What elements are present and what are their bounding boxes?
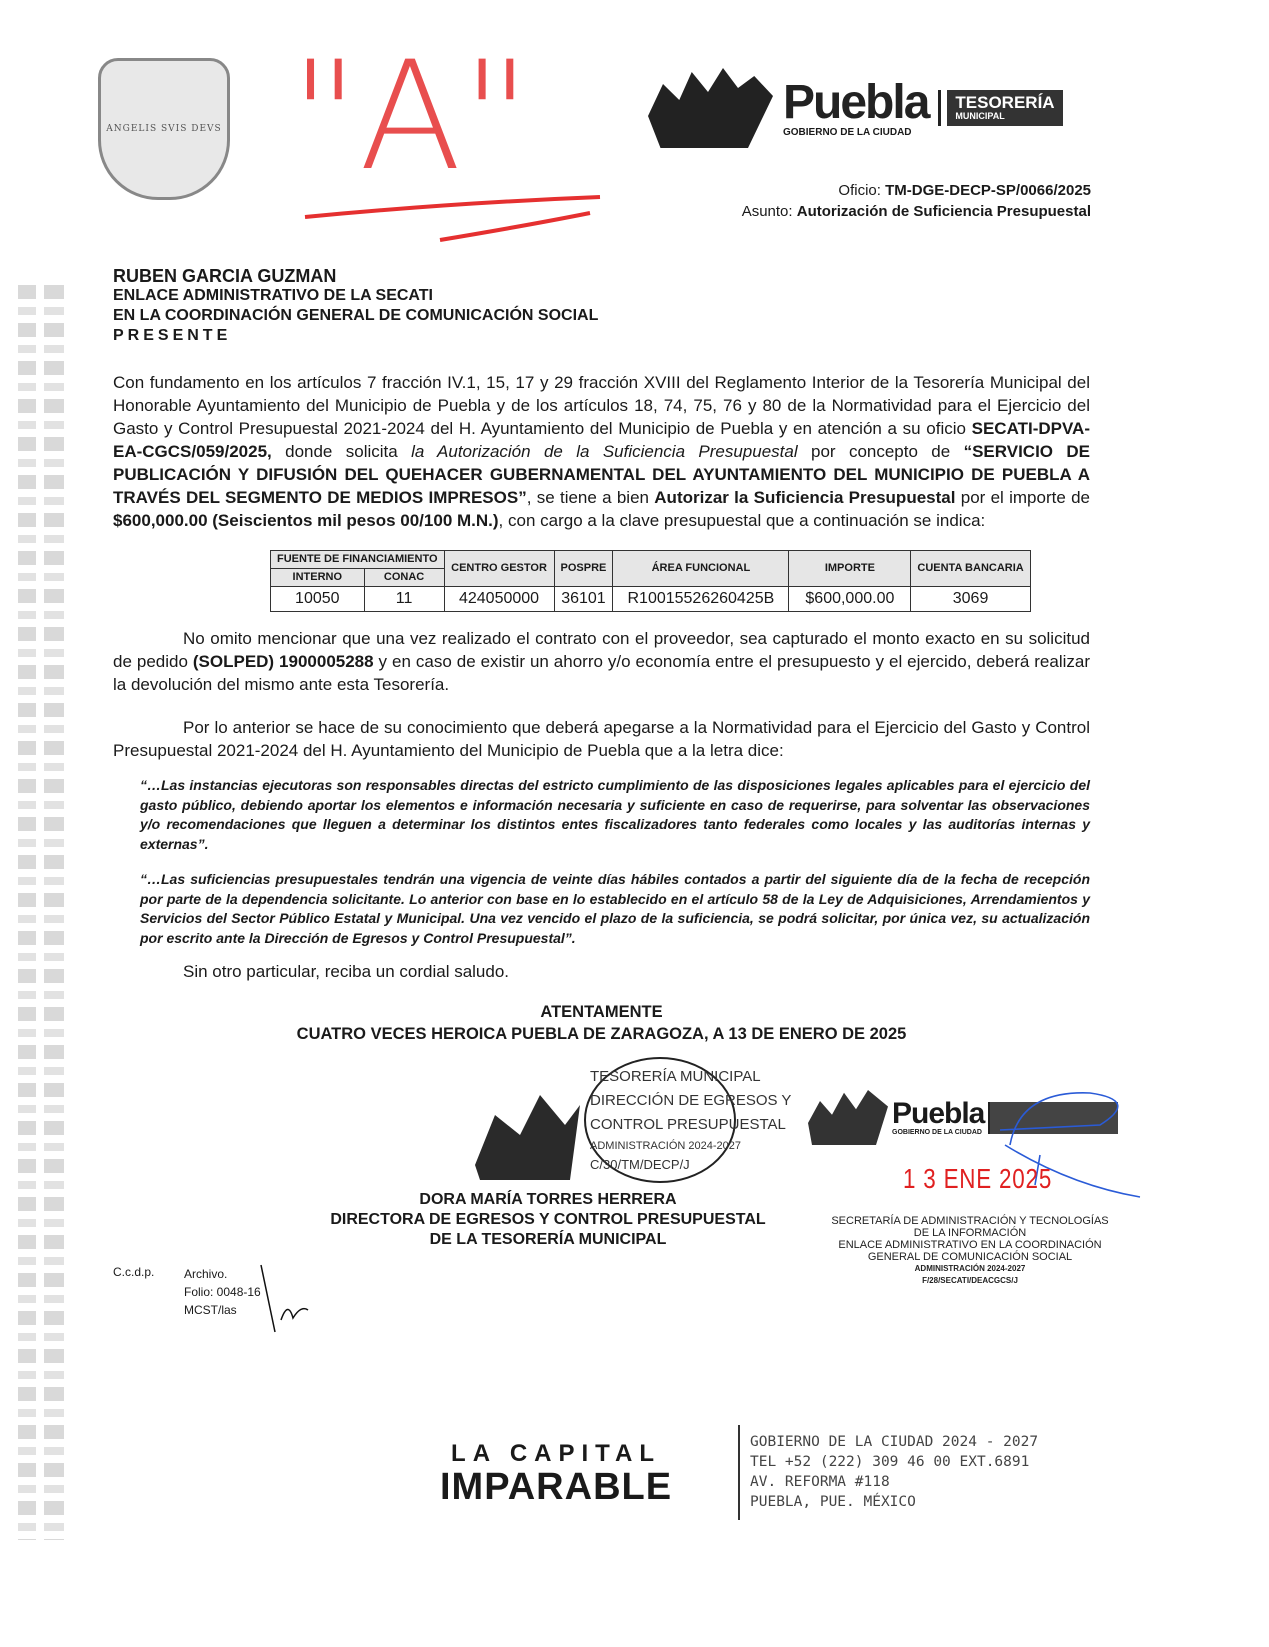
text: No omito mencionar que una vez realizado el contrato con el proveedor, sea capturado el monto exacto en su solicitud de pedido	[113, 629, 1090, 671]
ccdp-item: Folio: 0048-16	[184, 1285, 261, 1299]
text: la Autorización de la Suficiencia Presupuestal	[411, 442, 798, 461]
reference-oficio: SECATI-DPVA-EA-CGCS/059/2025,	[113, 419, 1090, 461]
paragraph-2	[113, 627, 1090, 696]
atentamente: ATENTAMENTE	[540, 1003, 663, 1021]
ccdp-list	[184, 1265, 261, 1319]
budget-table	[270, 550, 1031, 612]
amount: $600,000.00 (Seiscientos mil pesos 00/100 M.N.)	[113, 511, 499, 530]
footer-phone: TEL +52 (222) 309 46 00 EXT.6891	[750, 1454, 1030, 1470]
handwritten-mark: "A"	[290, 30, 531, 204]
stamp-line-1: TESORERÍA MUNICIPAL	[590, 1068, 761, 1085]
quote-1: “…Las instancias ejecutoras son responsables directas del estricto cumplimiento de las disposiciones legales aplicables para el ejercicio del gasto público, debiendo aportar los elementos e información necesaria y suficiente en caso de requerirse, para solventar las observaciones y/o recomendaciones que lleguen a determinar los distintos entes fiscalizadores tanto federales como locales y las auditorías internas y externas”.	[140, 777, 1090, 852]
received-logo-city: Puebla	[892, 1097, 985, 1130]
slogan-line-2: IMPARABLE	[440, 1466, 673, 1508]
signer-title: DIRECTORA DE EGRESOS Y CONTROL PRESUPUESTAL	[330, 1211, 766, 1228]
quote-2: “…Las suficiencias presupuestales tendrán una vigencia de veinte días hábiles contados a partir del siguiente día de la fecha de recepción por parte de la dependencia solicitante. Lo anterior con base en lo establecido en el artículo 58 de la Ley de Adquisiciones, Arrendamientos y Servicios del Sector Público Estatal y Municipal. Una vez vencido el plazo de la suficiencia, se podrá solicitar, por única vez, su actualización por escrito ante la Dirección de Egresos y Control Presupuestal”.	[140, 871, 1090, 946]
recv-line: ADMINISTRACIÓN 2024-2027	[914, 1264, 1026, 1273]
cell-importe: $600,000.00	[789, 587, 911, 612]
reference-block	[742, 180, 1091, 222]
ccdp-item: Archivo.	[184, 1267, 228, 1281]
oficio-label: Oficio:	[838, 182, 881, 199]
cell-centro: 424050000	[444, 587, 554, 612]
municipal-seal	[98, 58, 230, 200]
recv-line: F/28/SECATI/DEACGCS/J	[922, 1276, 1018, 1285]
header-importe: IMPORTE	[789, 551, 911, 587]
signer-name: DORA MARÍA TORRES HERRERA	[419, 1191, 677, 1208]
header-cuenta: CUENTA BANCARIA	[911, 551, 1030, 587]
header-conac: CONAC	[364, 569, 444, 587]
ccdp-item: MCST/las	[184, 1303, 237, 1317]
service-concept: “SERVICIO DE PUBLICACIÓN Y DIFUSIÓN DEL QUEHACER GUBERNAMENTAL DEL AYUNTAMIENTO DEL MUNICIPIO DE PUEBLA A TRAVÉS DEL SEGMENTO DE MEDIOS IMPRESOS”	[113, 442, 1090, 507]
closing-block	[113, 1001, 1090, 1045]
ccdp-label: C.c.d.p.	[113, 1265, 155, 1279]
presente: PRESENTE	[113, 327, 232, 344]
oficio-number: TM-DGE-DECP-SP/0066/2025	[885, 182, 1091, 199]
text: Con fundamento en los artículos 7 fracción IV.1, 15, 17 y 29 fracción XVIII del Reglamento Interior de la Tesorería Municipal del Honorable Ayuntamiento del Municipio de Puebla y de los artículos 18, 74, 75, 76 y 80 de la Normatividad para el Ejercicio del Gasto y Control Presupuestal 2021-2024 del H. Ayuntamiento del Municipio de Puebla y en atención a su oficio	[113, 373, 1090, 438]
text: por concepto de	[797, 442, 964, 461]
decorative-border	[18, 285, 80, 1540]
cell-interno: 10050	[271, 587, 365, 612]
initials-signature	[253, 1260, 313, 1335]
header-centro-gestor: CENTRO GESTOR	[444, 551, 554, 587]
header-area-funcional: ÁREA FUNCIONAL	[613, 551, 789, 587]
stamp-line-2: DIRECCIÓN DE EGRESOS Y	[590, 1092, 792, 1109]
text: por el importe de	[955, 488, 1090, 507]
received-logo-subtitle: GOBIERNO DE LA CIUDAD	[892, 1129, 982, 1136]
stamp-line-5: C/30/TM/DECP/J	[590, 1157, 690, 1172]
footer-slogan	[440, 1440, 672, 1506]
letter-body	[113, 371, 1109, 1335]
asunto-value: Autorización de Suficiencia Presupuestal	[796, 203, 1091, 220]
footer-address	[750, 1432, 1038, 1512]
addressee-department: EN LA COORDINACIÓN GENERAL DE COMUNICACIÓN SOCIAL	[113, 307, 599, 324]
logo-city: Puebla	[783, 75, 929, 129]
treasury-stamp	[470, 1055, 800, 1185]
cell-conac: 11	[364, 587, 444, 612]
received-date-stamp: 1 3 ENE 2025	[903, 1163, 1053, 1194]
footer-line: AV. REFORMA #118	[750, 1474, 890, 1490]
signature-section	[113, 1055, 1109, 1335]
header-fuente: FUENTE DE FINANCIAMIENTO	[271, 551, 445, 569]
recv-line: GENERAL DE COMUNICACIÓN SOCIAL	[867, 1251, 1073, 1263]
slogan-line-1: LA CAPITAL	[451, 1440, 662, 1467]
red-pen-strokes	[300, 185, 610, 250]
header-interno: INTERNO	[271, 569, 365, 587]
text: , con cargo a la clave presupuestal que a continuación se indica:	[498, 511, 986, 530]
recv-line: ENLACE ADMINISTRATIVO EN LA COORDINACIÓN	[838, 1239, 1102, 1251]
stamp-line-4: ADMINISTRACIÓN 2024-2027	[590, 1140, 741, 1152]
text: Autorizar la Suficiencia Presupuestal	[654, 488, 956, 507]
puebla-logo	[648, 68, 1063, 148]
header-pospre: POSPRE	[554, 551, 613, 587]
solped-number: (SOLPED) 1900005288	[192, 652, 374, 671]
signer-block	[303, 1190, 793, 1250]
asunto-label: Asunto:	[741, 203, 793, 220]
table-row	[271, 587, 1031, 612]
paragraph-1	[113, 371, 1090, 532]
text: , se tiene a bien	[526, 488, 655, 507]
logo-emblem-icon	[808, 1090, 888, 1145]
logo-dept-sub: MUNICIPAL	[955, 111, 1005, 122]
text: y en caso de existir un ahorro y/o economía entre el presupuesto y el ejercido, deberá realizar la devolución del mismo ante esta Tesorería.	[113, 652, 1091, 694]
footer-line: PUEBLA, PUE. MÉXICO	[750, 1494, 916, 1510]
paragraph-3: Por lo anterior se hace de su conocimiento que deberá apegarse a la Normatividad para el Ejercicio del Gasto y Control Presupuestal 2021-2024 del H. Ayuntamiento del Municipio de Puebla que a la letra dice:	[113, 718, 1090, 760]
addressee-title: ENLACE ADMINISTRATIVO DE LA SECATI	[113, 287, 433, 304]
cell-area: R10015526260425B	[613, 587, 789, 612]
stamp-line-3: CONTROL PRESUPUESTAL	[590, 1116, 786, 1133]
logo-emblem-icon	[648, 68, 773, 148]
footer-divider	[738, 1425, 740, 1520]
addressee-name: RUBEN GARCIA GUZMAN	[113, 266, 337, 286]
footer-line: GOBIERNO DE LA CIUDAD 2024 - 2027	[750, 1434, 1039, 1450]
seal-text: ANGELIS SVIS DEVS	[106, 124, 222, 134]
cell-pospre: 36101	[554, 587, 613, 612]
recv-line: SECRETARÍA DE ADMINISTRACIÓN Y TECNOLOGÍAS	[831, 1215, 1109, 1227]
signer-department: DE LA TESORERÍA MUNICIPAL	[429, 1231, 667, 1248]
text: donde solicita	[271, 442, 412, 461]
place-date: CUATRO VECES HEROICA PUEBLA DE ZARAGOZA, A 13 DE ENERO DE 2025	[296, 1025, 907, 1043]
recv-line: DE LA INFORMACIÓN	[913, 1227, 1027, 1239]
paragraph-4: Sin otro particular, reciba un cordial saludo.	[183, 962, 510, 981]
cell-cuenta: 3069	[911, 587, 1030, 612]
logo-dept: TESORERÍA	[955, 93, 1055, 113]
addressee-block	[113, 266, 598, 346]
logo-subtitle: GOBIERNO DE LA CIUDAD	[783, 126, 912, 138]
received-stamp-text	[820, 1215, 1120, 1287]
